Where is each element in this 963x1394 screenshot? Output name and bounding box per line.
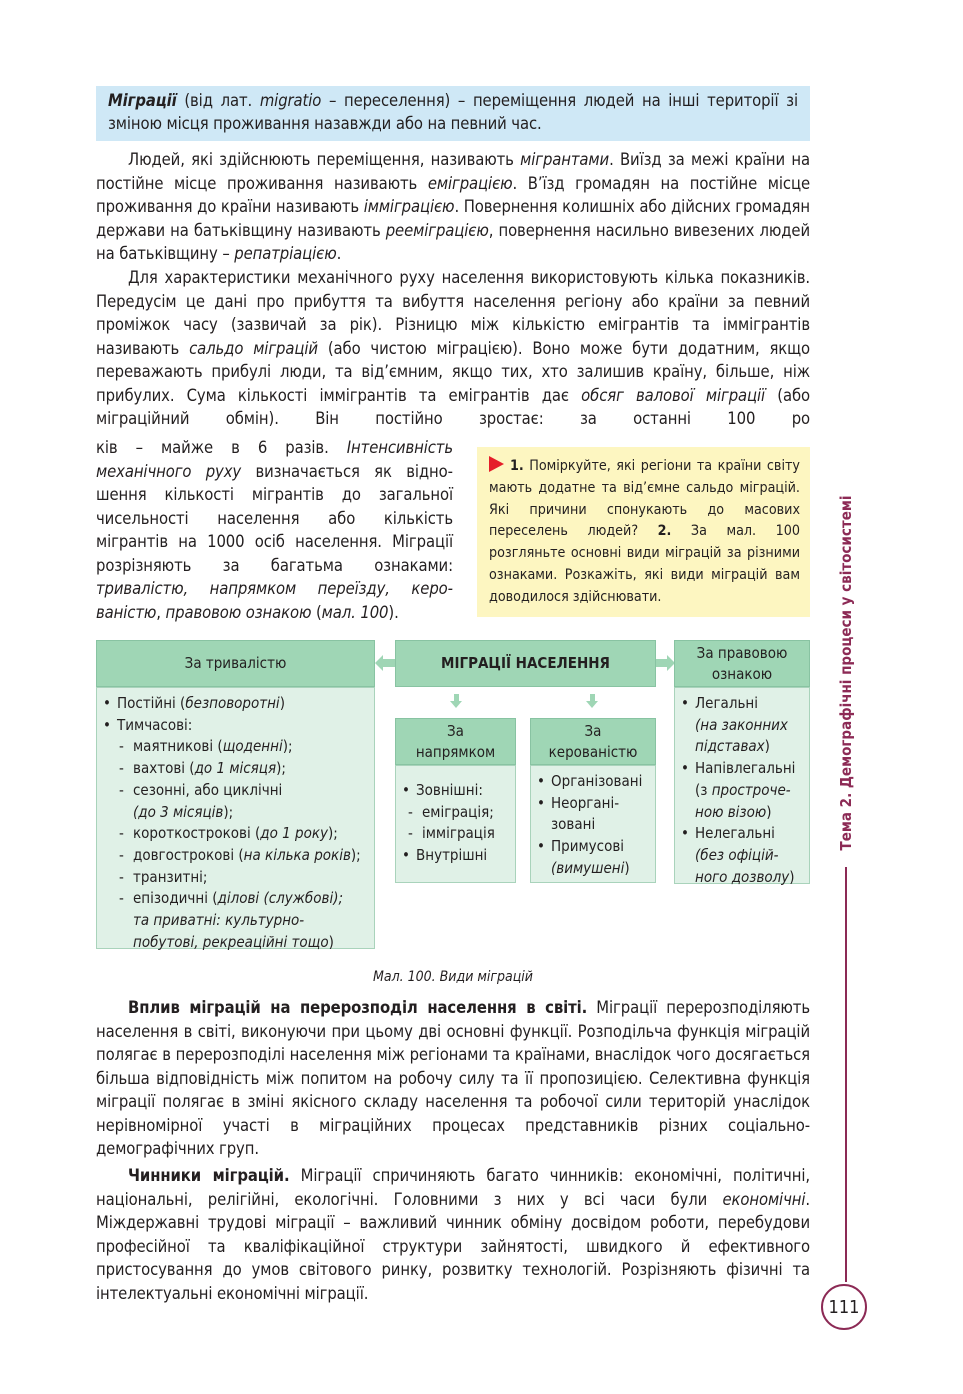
node-control: За керованістю [530, 718, 656, 765]
node-legal: За правовою ознакою [674, 640, 810, 687]
list-control: • Організовані • Неорганi- зовані • Примусові (вимушені) [530, 765, 656, 883]
node-center: МІГРАЦІЇ НАСЕЛЕННЯ [395, 640, 656, 687]
question-box [477, 447, 810, 617]
arrow-right-icon [656, 655, 675, 671]
sidebar-topic-title: Тема 2. Демографічні процеси у світосистемі [837, 495, 855, 851]
paragraph-redistribution: Вплив міграцій на перерозподіл населення в світі. Міграції перерозподіляють населення в світі, виконуючи при цьому дві основні функції. Розподільча функція міграцій полягає в перерозподілі населення між регіонами та країнами, внаслідок чого досягається більша відповідність між попитом на робочу силу та її пропозицією. Селективна функція міграції полягає в зміні якісного складу населення та робочої сили територій унаслідок нерівномірної участі в міграційних процесах представників різних соціально-демографічних груп. [96, 998, 810, 1158]
arrow-left-icon [375, 655, 395, 671]
paragraph-factors: Чинники міграцій. Міграції спричиняють багато чинників: економічні, політичні, національні, релігійні, екологічні. Головними з них у всі часи були економічні. Міждержавні трудові міграції – важливий чинник обміну досвідом роботи, перебудови професійної та кваліфікаційної структури зайнятості, швидкого й ефективного пристосування до умов світового ринку, розвитку технологій. Розрізняють фізичні та інтелектуальні економічні міграції. [96, 1166, 810, 1303]
paragraph-indicators: Для характеристики механічного руху населення використовують кілька показників. Передусім це дані про прибуття та вибуття населення регіону або країни за певний проміжок часу (зазвичай за рік). Різницю між кількістю емігрантів та іммігрантів називають сальдо міграцій (або чистою міграцією). Воно може бути додатним, якщо переважають прибулі люди, та від’ємним, якщо тих, хто залишив країну, більше, ніж прибулих. Сума кількості іммігрантів та емігрантів дає обсяг валової міграції (або міграційний обмін). Він постійно зростає: за останні 100 ро [96, 268, 811, 428]
sidebar-line [845, 867, 847, 1282]
paragraph-migrants: Людей, які здійснюють переміщення, називають мігрантами. Виїзд за межі країни на постійне місце проживання називають еміграцією. В’їзд громадян на постійне місце проживання до країни називають імміграцією. Повернення колишніх або дійсних громадян держави на батьківщину називають рееміграцією, повернення насильно вивезених людей на батьківщину – репатріацією. [96, 150, 811, 263]
definition-box [96, 86, 810, 141]
question-text: 1. Поміркуйте, які регіони та країни світу мають додатне та від’ємне сальдо міграцій. Які причини спонукають до масових переселень людей? 2. За мал. 100 розгляньте основні види міграцій за різними ознаками. Розкажіть, які види міграцій вам доводилося здійснювати. [489, 458, 800, 605]
list-duration: • Постійні (безповоротні) • Тимчасові: - маятникові (щоденні); - вахтові (до 1 місяця); - сезонні, або циклічні (до 3 місяців); - короткострокові (до 1 року); - довгострокові (на кілька років); - транзитні; - епізодичні (ділові (службові); та приватні: культурно- побутові, рекреаційні тощо) [96, 687, 375, 949]
triangle-marker-icon [489, 456, 504, 472]
arrow-down-icon [452, 694, 461, 707]
list-direction: • Зовнішні: - еміграція; - імміграція • Внутрішні [395, 765, 516, 883]
node-direction: За напрямком [395, 718, 516, 765]
page-number: 111 [821, 1284, 867, 1330]
figure-caption: Мал. 100. Види міграцій [373, 969, 533, 985]
list-legal: • Легальні (на законних підставах) • Напівлегальні (з простроче- ною візою) • Нелегальні (без офіцій- ного дозволу) [674, 687, 810, 884]
arrow-down-icon [588, 694, 597, 707]
definition-text: Міграції (від лат. migratio – переселення) – переміщення людей на інші території зі зміною місця проживання назавжди або на певний час. [108, 91, 798, 133]
paragraph-intensity: ків – майже в 6 разів. Інтенсивність механічного руху визначається як відношення кількості мігрантів до загальної чисельності населення або кількість мігрантів на 1000 осіб населення. Міграції розрізняють за багатьма ознаками: тривалістю, напрямком переїзду, керованістю, правовою ознакою (мал. 100). [96, 438, 453, 622]
node-duration: За тривалістю [96, 640, 375, 687]
